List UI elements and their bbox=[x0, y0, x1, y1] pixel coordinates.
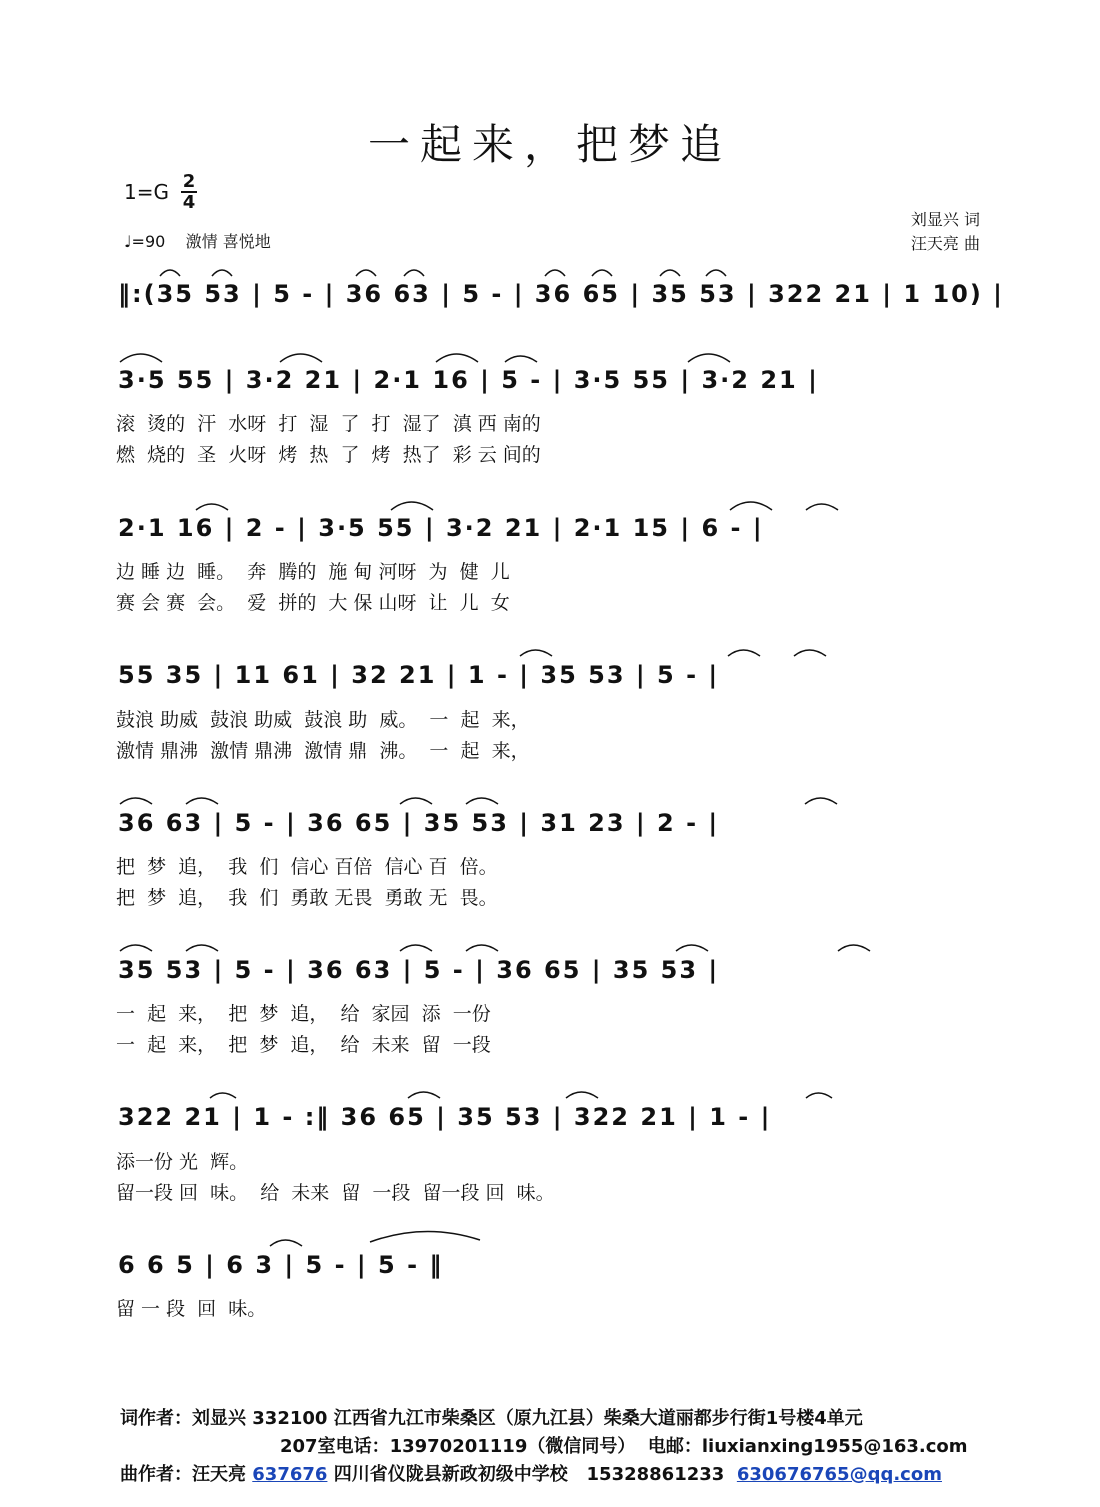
footer-composer-phone: 15328861233 bbox=[586, 1464, 725, 1485]
time-numerator: 2 bbox=[182, 171, 196, 192]
composer-credit: 汪天亮 曲 bbox=[910, 234, 980, 253]
lyrics-row-4-verse-1: 鼓浪 助威 鼓浪 助威 鼓浪 助 威。 一 起 来， bbox=[116, 709, 530, 731]
notes-row-6: 35 53 | 5 - | 36 63 | 5 - | 36 65 | 35 53 | bbox=[118, 956, 720, 984]
footer-lyricist-address: 332100 江西省九江市柴桑区（原九江县）柴桑大道丽都步行街1号楼4单元 bbox=[252, 1408, 863, 1429]
lyrics-row-6-verse-2: 一 起 来， 把 梦 追， 给 未来 留 一段 bbox=[116, 1034, 491, 1056]
lyrics-row-7-verse-1: 添一份 光 辉。 bbox=[116, 1151, 249, 1173]
footer-lyricist-line bbox=[120, 1404, 863, 1430]
notes-row-7: 322 21 | 1 - :‖ 36 65 | 35 53 | 322 21 | 1 - | bbox=[118, 1103, 772, 1131]
footer-contact-line: 207室电话：13970201119（微信同号） 电邮：liuxianxing1955@163.com bbox=[280, 1436, 968, 1457]
key-signature: 1=G bbox=[124, 180, 169, 204]
tempo-mark: ♩=90 bbox=[124, 232, 166, 251]
lyrics-row-3-verse-2: 赛 会 赛 会。 爱 拼的 大 保 山呀 让 儿 女 bbox=[116, 592, 510, 614]
notes-row-3: 2·1 16 | 2 - | 3·5 55 | 3·2 21 | 2·1 15 | 6 - | bbox=[118, 514, 764, 542]
footer-composer-school: 四川省仪陇县新政初级中学校 bbox=[333, 1464, 568, 1485]
lyrics-row-7-verse-2: 留一段 回 味。 给 未来 留 一段 留一段 回 味。 bbox=[116, 1182, 555, 1204]
notes-row-8: 6 6 5 | 6 3 | 5 - | 5 - ‖ bbox=[118, 1251, 444, 1279]
lyrics-row-8-verse-1: 留 一 段 回 味。 bbox=[116, 1298, 267, 1320]
time-signature bbox=[181, 172, 197, 212]
time-denominator: 4 bbox=[182, 192, 196, 213]
footer-composer-line bbox=[120, 1460, 942, 1486]
lyrics-row-2-verse-1: 滚 烫的 汗 水呀 打 湿 了 打 湿了 滇 西 南的 bbox=[116, 413, 541, 435]
footer-composer-email[interactable]: 630676765@qq.com bbox=[736, 1464, 942, 1485]
lyrics-row-5-verse-1: 把 梦 追， 我 们 信心 百倍 信心 百 倍。 bbox=[116, 856, 498, 878]
lyrics-row-6-verse-1: 一 起 来， 把 梦 追， 给 家园 添 一份 bbox=[116, 1003, 491, 1025]
footer-composer-code[interactable]: 637676 bbox=[252, 1464, 328, 1485]
lyricist-credit: 刘显兴 词 bbox=[910, 210, 980, 229]
lyrics-row-2-verse-2: 燃 烧的 圣 火呀 烤 热 了 烤 热了 彩 云 间的 bbox=[116, 444, 541, 466]
notes-row-2: 3·5 55 | 3·2 21 | 2·1 16 | 5 - | 3·5 55 | 3·2 21 | bbox=[118, 366, 819, 394]
notes-row-4: 55 35 | 11 61 | 32 21 | 1 - | 35 53 | 5 - | bbox=[118, 661, 720, 689]
lyrics-row-5-verse-2: 把 梦 追， 我 们 勇敢 无畏 勇敢 无 畏。 bbox=[116, 887, 498, 909]
lyrics-row-3-verse-1: 边 睡 边 睡。 奔 腾的 施 甸 河呀 为 健 儿 bbox=[116, 561, 510, 583]
lyrics-row-4-verse-2: 激情 鼎沸 激情 鼎沸 激情 鼎 沸。 一 起 来， bbox=[116, 740, 530, 762]
notes-row-1: ‖:(35 53 | 5 - | 36 63 | 5 - | 36 65 | 35 53 | 322 21 | 1 10) | bbox=[118, 280, 1004, 308]
expression-mark: 激情 喜悦地 bbox=[185, 232, 271, 251]
song-title: 一起来，把梦追 bbox=[367, 120, 732, 169]
footer-composer-label: 曲作者：汪天亮 bbox=[120, 1464, 246, 1485]
footer-lyricist-label: 词作者：刘显兴 bbox=[120, 1408, 246, 1429]
notes-row-5: 36 63 | 5 - | 36 65 | 35 53 | 31 23 | 2 - | bbox=[118, 809, 720, 837]
tempo-line bbox=[124, 229, 271, 252]
